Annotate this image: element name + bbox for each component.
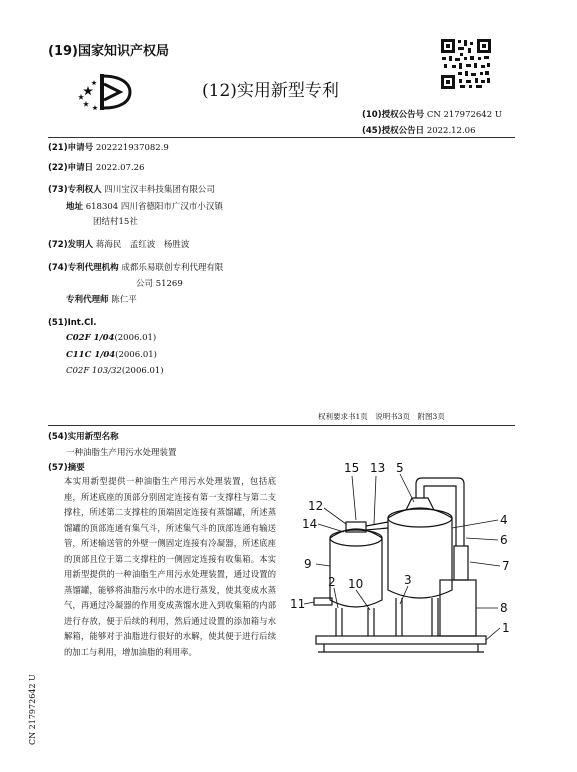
label-12: 12 — [308, 499, 324, 513]
label-10: 10 — [348, 577, 364, 591]
label-15: 15 — [344, 461, 360, 475]
label-8: 8 — [500, 601, 508, 615]
application-number: (21)申请号 202221937082.9 — [48, 143, 169, 153]
label-1: 1 — [502, 621, 510, 635]
label-3: 3 — [404, 573, 412, 587]
publication-number-value: CN 217972642 U — [426, 110, 502, 120]
label-14: 14 — [302, 517, 318, 531]
label-11: 11 — [290, 597, 306, 611]
qr-code-icon — [440, 38, 492, 90]
publication-date-value: 2022.12.06 — [426, 126, 476, 136]
utility-model-title-label: (54)实用新型名称 — [48, 432, 119, 442]
page-count-info: 权利要求书1页 说明书3页 附图3页 — [318, 412, 445, 421]
utility-model-title: 一种油脂生产用污水处理装置 — [66, 448, 177, 458]
address-line-2: 团结村15社 — [93, 217, 138, 227]
distillation-tank — [388, 508, 452, 598]
header-divider — [48, 137, 515, 138]
document-type: (12)实用新型专利 — [202, 81, 339, 101]
label-6: 6 — [500, 533, 508, 547]
publication-date-label: (45)授权公告日 — [362, 126, 425, 136]
label-7: 7 — [502, 559, 510, 573]
label-13: 13 — [370, 461, 386, 475]
abstract-text: 本实用新型提供一种油脂生产用污水处理装置，包括底座，所述底座的顶部分别固定连接有第一支撑柱与第二支撑柱，所述第二支撑柱的顶端固定连接有蒸馏罐，所述蒸馏罐的顶部连通有集气斗，所述集气斗的顶部连通有输送管，所述输送管的外壁一侧固定连接有冷凝器，所述底座的顶部且位于第二支撑柱的一侧固定连接有收集箱。本实用新型提供的一种油脂生产用污水处理装置，通过设置的蒸馏罐，能够将油脂污水中的水进行蒸发，使其变成水蒸气，再通过冷凝器的作用变成蒸馏水进入到收集箱的内部进行存放，便于后续的利用，然后通过设置的添加箱与水解箱，能够对于油脂进行很好的水解，使其便于进行后续的加工与利用，增加油脂的利用率。 — [64, 476, 276, 657]
abstract-label: (57)摘要 — [48, 463, 85, 473]
patentee: (73)专利权人 四川宝汉丰科技集团有限公司 — [48, 185, 215, 195]
publication-number-label: (10)授权公告号 — [362, 110, 425, 120]
label-4: 4 — [500, 513, 508, 527]
label-2: 2 — [328, 575, 336, 589]
ipc-entry: C11C 1/04(2006.01) — [66, 350, 157, 360]
ipc-entry: C02F 103/32(2006.01) — [66, 366, 164, 376]
patent-agent: 专利代理师 陈仁平 — [66, 295, 137, 305]
patent-agency-line-2: 公司 51269 — [136, 279, 183, 289]
publication-number-row — [362, 108, 502, 120]
label-5: 5 — [396, 461, 404, 475]
device-figure — [288, 458, 518, 698]
office-name: (19)国家知识产权局 — [48, 44, 169, 59]
application-date: (22)申请日 2022.07.26 — [48, 163, 145, 173]
ipc-entry: C02F 1/04(2006.01) — [66, 333, 157, 343]
section-divider — [48, 425, 515, 426]
patent-agency: (74)专利代理机构 成都乐易联创专利代理有限 — [48, 263, 224, 273]
label-9: 9 — [304, 557, 312, 571]
int-cl-label: (51)Int.Cl. — [48, 318, 97, 328]
inventors: (72)发明人 蒋海民 孟红波 杨胜波 — [48, 240, 190, 250]
collection-box — [440, 580, 476, 636]
condenser — [454, 546, 468, 580]
hydrolysis-tank — [330, 529, 382, 607]
side-publication-number: CN 217972642 U — [28, 674, 37, 745]
address: 地址 618304 四川省德阳市广汉市小汉镇 — [66, 202, 223, 212]
cnipa-logo-icon — [74, 70, 134, 114]
base-plate — [316, 636, 486, 644]
publication-date-row — [362, 124, 475, 136]
